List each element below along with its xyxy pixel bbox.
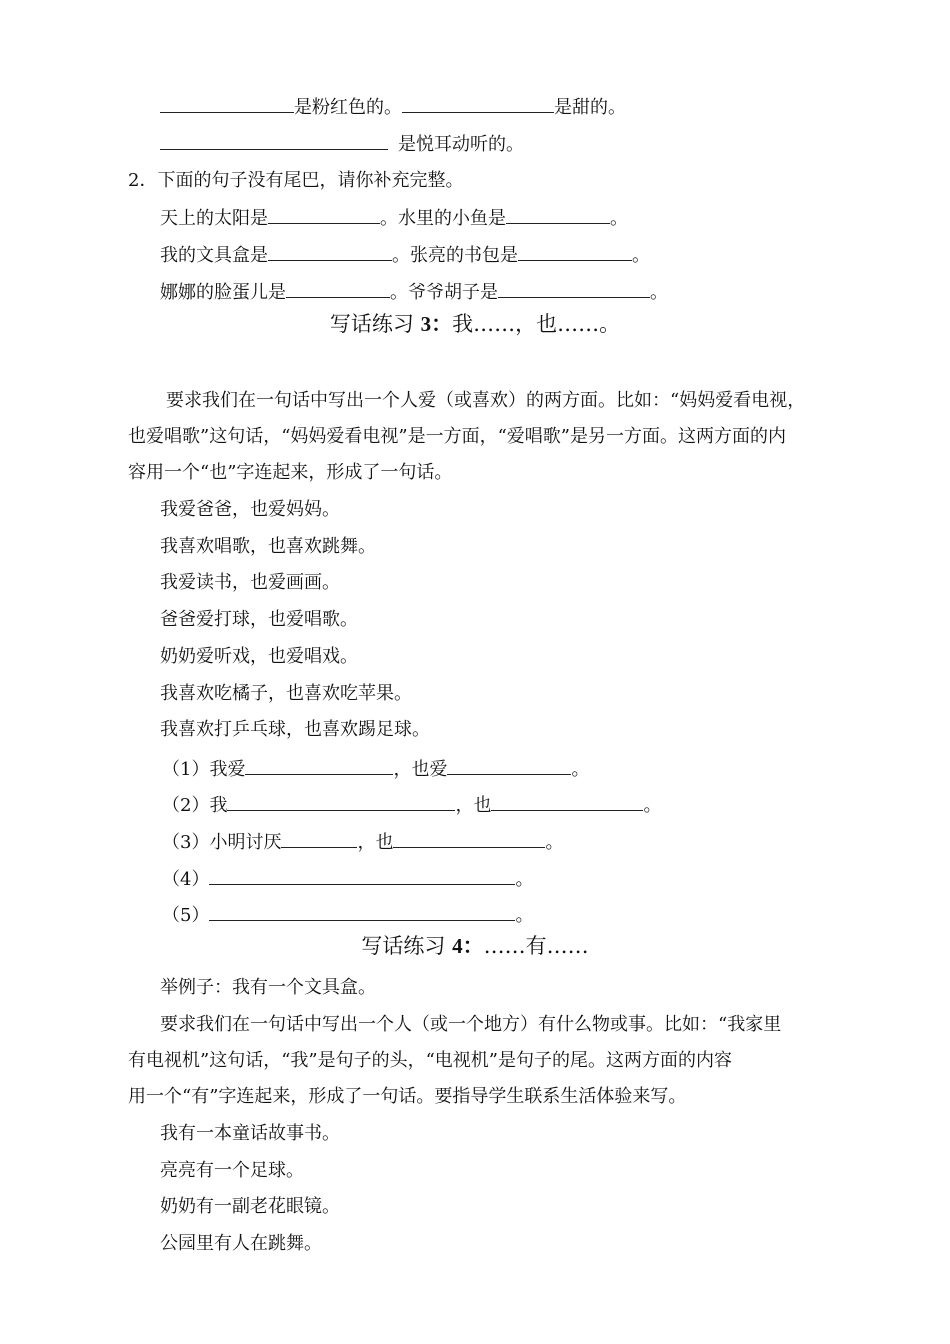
title-text: 我……，也……。 — [452, 312, 621, 336]
section-title — [0, 932, 950, 960]
requirement-line: 有电视机”这句话，“我”是句子的头，“电视机”是句子的尾。这两方面的内容 — [128, 1050, 733, 1071]
fill-line — [160, 279, 668, 305]
question-heading: 2．下面的句子没有尾巴，请你补充完整。 — [128, 170, 464, 191]
example-sentence: 我爱读书，也爱画画。 — [160, 572, 340, 593]
punctuation: 。 — [545, 832, 564, 853]
blank[interactable] — [245, 756, 393, 775]
blank[interactable] — [498, 279, 650, 298]
requirement-line: 也爱唱歌”这句话，“妈妈爱看电视”是一方面，“爱唱歌”是另一方面。这两方面的内 — [128, 426, 787, 447]
item-prefix: （3）小明讨厌 — [162, 832, 282, 853]
example-sentence: 公园里有人在跳舞。 — [160, 1233, 322, 1254]
punctuation: 。 — [515, 869, 534, 890]
item-prefix: （4） — [162, 869, 210, 890]
example-sentence: 我喜欢吃橘子，也喜欢吃苹果。 — [160, 683, 412, 704]
requirement-line: 要求我们在一句话中写出一个人爱（或喜欢）的两方面。比如：“妈妈爱看电视， — [166, 390, 806, 411]
blank[interactable] — [286, 279, 390, 298]
fill-line — [160, 242, 650, 268]
example-sentence: 我爱爸爸，也爱妈妈。 — [160, 499, 340, 520]
blank[interactable] — [160, 131, 388, 150]
punctuation: 。 — [610, 208, 628, 229]
title-number: 4： — [452, 934, 484, 958]
punctuation: 。 — [632, 245, 650, 266]
section-title — [0, 310, 950, 338]
example-sentence: 我喜欢打乒乓球，也喜欢踢足球。 — [160, 719, 430, 740]
requirement-line: 要求我们在一句话中写出一个人（或一个地方）有什么物或事。比如：“我家里 — [160, 1014, 782, 1035]
example-sentence: 奶奶爱听戏，也爱唱戏。 — [160, 646, 358, 667]
sentence-head: 我的文具盒是 — [160, 245, 268, 266]
item-prefix: （1）我爱 — [162, 759, 246, 780]
blank[interactable] — [506, 205, 610, 224]
sentence-text: 。水里的小鱼是 — [380, 208, 506, 229]
example-sentence: 亮亮有一个足球。 — [160, 1160, 304, 1181]
blank[interactable] — [393, 829, 545, 848]
blank[interactable] — [447, 756, 571, 775]
blank[interactable] — [268, 242, 392, 261]
fill-item-4 — [162, 866, 533, 892]
blank[interactable] — [209, 866, 515, 885]
fill-item-1 — [162, 756, 589, 782]
title-text: ……有…… — [483, 934, 589, 958]
sentence-tail: 是甜的。 — [554, 97, 626, 118]
requirement-line: 用一个“有”字连起来，形成了一句话。要指导学生联系生活体验来写。 — [128, 1086, 687, 1107]
blank[interactable] — [281, 829, 357, 848]
fill-line-pleasant — [160, 131, 524, 157]
blank[interactable] — [518, 242, 632, 261]
sentence-head: 天上的太阳是 — [160, 208, 268, 229]
example-sentence: 我有一本童话故事书。 — [160, 1123, 340, 1144]
fill-line — [160, 205, 628, 231]
title-text: 写话练习 — [361, 934, 446, 958]
punctuation: 。 — [515, 905, 534, 926]
sentence-head: 娜娜的脸蛋儿是 — [160, 282, 286, 303]
item-text: ，也 — [357, 832, 394, 853]
sentence-tail: 是悦耳动听的。 — [398, 134, 524, 155]
fill-item-5 — [162, 902, 533, 928]
item-text: ，也 — [455, 795, 492, 816]
blank[interactable] — [491, 792, 643, 811]
sentence-text: 。爷爷胡子是 — [390, 282, 498, 303]
example-sentence: 奶奶有一副老花眼镜。 — [160, 1196, 340, 1217]
title-number: 3： — [420, 312, 453, 336]
blank[interactable] — [268, 205, 380, 224]
sentence-text: 。张亮的书包是 — [392, 245, 518, 266]
sentence-tail: 是粉红色的。 — [294, 97, 402, 118]
example-sentence: 爸爸爱打球，也爱唱歌。 — [160, 609, 358, 630]
punctuation: 。 — [650, 282, 668, 303]
punctuation: 。 — [571, 759, 590, 780]
blank[interactable] — [402, 94, 554, 113]
example-sentence: 我喜欢唱歌，也喜欢跳舞。 — [160, 536, 376, 557]
item-text: ，也爱 — [393, 759, 448, 780]
fill-line-pink — [160, 94, 626, 120]
title-text: 写话练习 — [329, 312, 414, 336]
blank[interactable] — [209, 902, 515, 921]
example-intro: 举例子：我有一个文具盒。 — [160, 977, 376, 998]
requirement-line: 容用一个“也”字连起来，形成了一句话。 — [128, 462, 453, 483]
blank[interactable] — [227, 792, 455, 811]
punctuation: 。 — [643, 795, 662, 816]
item-prefix: （2）我 — [162, 795, 228, 816]
fill-item-3 — [162, 829, 563, 855]
fill-item-2 — [162, 792, 661, 818]
item-prefix: （5） — [162, 905, 210, 926]
blank[interactable] — [160, 94, 294, 113]
